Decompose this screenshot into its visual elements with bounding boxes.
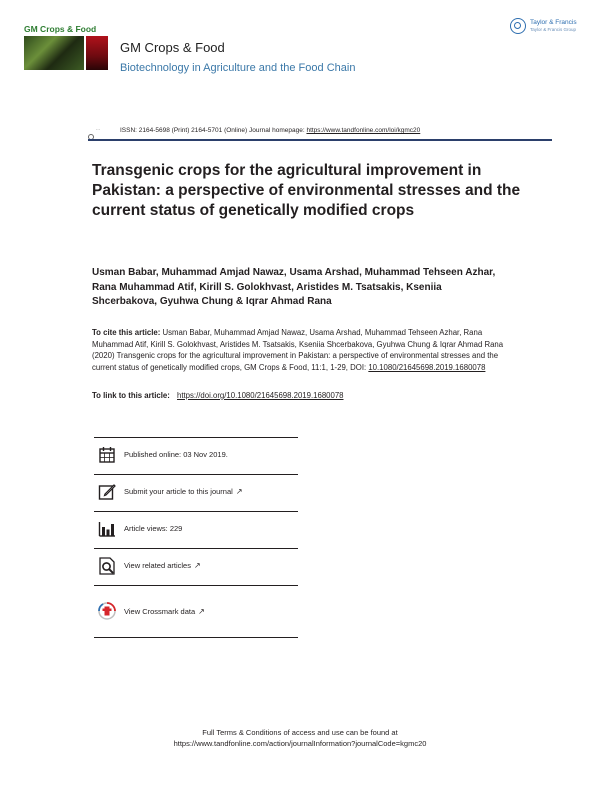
citation-block xyxy=(92,327,512,373)
footer-terms-text: Full Terms & Conditions of access and use can be found at xyxy=(202,728,398,737)
cover-image-side xyxy=(86,36,108,70)
bar-chart-icon xyxy=(98,520,116,538)
edit-icon xyxy=(98,483,116,501)
journal-homepage-link[interactable]: https://www.tandfonline.com/loi/kgmc20 xyxy=(306,127,421,134)
submit-article-row[interactable] xyxy=(94,475,298,511)
search-icon xyxy=(98,557,116,575)
cover-image xyxy=(24,36,84,70)
journal-subtitle: Biotechnology in Agriculture and the Food Chain xyxy=(120,62,356,74)
footer-terms-link[interactable]: https://www.tandfonline.com/action/journalInformation?journalCode=kgmc20 xyxy=(173,739,427,748)
article-views-label: Article views: 229 xyxy=(124,524,183,533)
issn-line xyxy=(120,127,420,134)
doi-link[interactable]: 10.1080/21645698.2019.1680078 xyxy=(368,362,486,372)
related-articles-label: View related articles xyxy=(124,561,191,570)
submit-article-link[interactable] xyxy=(124,487,243,496)
submit-article-label: Submit your article to this journal xyxy=(124,487,233,496)
related-articles-link[interactable] xyxy=(124,561,201,570)
published-online-row xyxy=(94,438,298,474)
crossmark-icon xyxy=(98,602,116,620)
info-divider xyxy=(94,637,298,638)
external-link-icon: ↗ xyxy=(235,487,243,496)
article-link-line xyxy=(92,391,344,400)
citation-label: To cite this article: xyxy=(92,328,161,337)
journal-title[interactable]: GM Crops & Food xyxy=(120,40,225,55)
calendar-icon xyxy=(98,446,116,464)
article-authors: Usman Babar, Muhammad Amjad Nawaz, Usama Arshad, Muhammad Tehseen Azhar, Rana Muhammad Atif, Kirill S. Golokhvast, Aristides M. Tsatsakis, Kseniia Shcerbakova, Gyuhwa Chung & Iqrar Ahmad Rana xyxy=(92,267,496,307)
published-online-label: Published online: 03 Nov 2019. xyxy=(124,450,228,459)
article-views-row xyxy=(94,512,298,548)
crossmark-link[interactable] xyxy=(124,607,205,616)
link-label: To link to this article: xyxy=(92,391,170,400)
publisher-group: Taylor & Francis Group xyxy=(530,27,577,32)
external-link-icon: ↗ xyxy=(193,561,201,570)
related-articles-row[interactable] xyxy=(94,549,298,585)
publisher-logo-icon xyxy=(510,18,526,34)
info-divider xyxy=(94,585,298,586)
header-divider xyxy=(88,139,552,141)
article-title: Transgenic crops for the agricultural improvement in Pakistan: a perspective of environmental stresses and the current status of genetically modified crops xyxy=(92,162,521,219)
issn-logo-icon: ⋯ xyxy=(88,127,106,134)
external-link-icon: ↗ xyxy=(198,607,205,616)
issn-text: ISSN: 2164-5698 (Print) 2164-5701 (Online) Journal homepage: xyxy=(120,127,305,134)
article-doi-link[interactable]: https://doi.org/10.1080/21645698.2019.1680078 xyxy=(177,391,344,400)
crossmark-label: View Crossmark data xyxy=(124,607,196,616)
citation-text: Usman Babar, Muhammad Amjad Nawaz, Usama Arshad, Muhammad Tehseen Azhar, Rana Muhammad Atif, Kirill S. Golokhvast, Aristides M. Tsatsakis, Kseniia Shcerbakova, Gyuhwa Chung & Iqrar Ahmad Rana (2020) Transgenic crops for the agricultural improvement in Pakistan: a perspective of environmental stresses and the current status of genetically modified crops, GM Crops & Food, 11:1, 1-29, DOI: xyxy=(92,328,504,372)
crossmark-row[interactable] xyxy=(94,594,298,630)
footer xyxy=(0,727,600,749)
publisher-logo xyxy=(510,16,582,36)
cover-brand: GM Crops & Food xyxy=(24,24,97,34)
journal-cover-thumbnail xyxy=(24,24,108,72)
publisher-name: Taylor & Francis xyxy=(530,19,577,26)
